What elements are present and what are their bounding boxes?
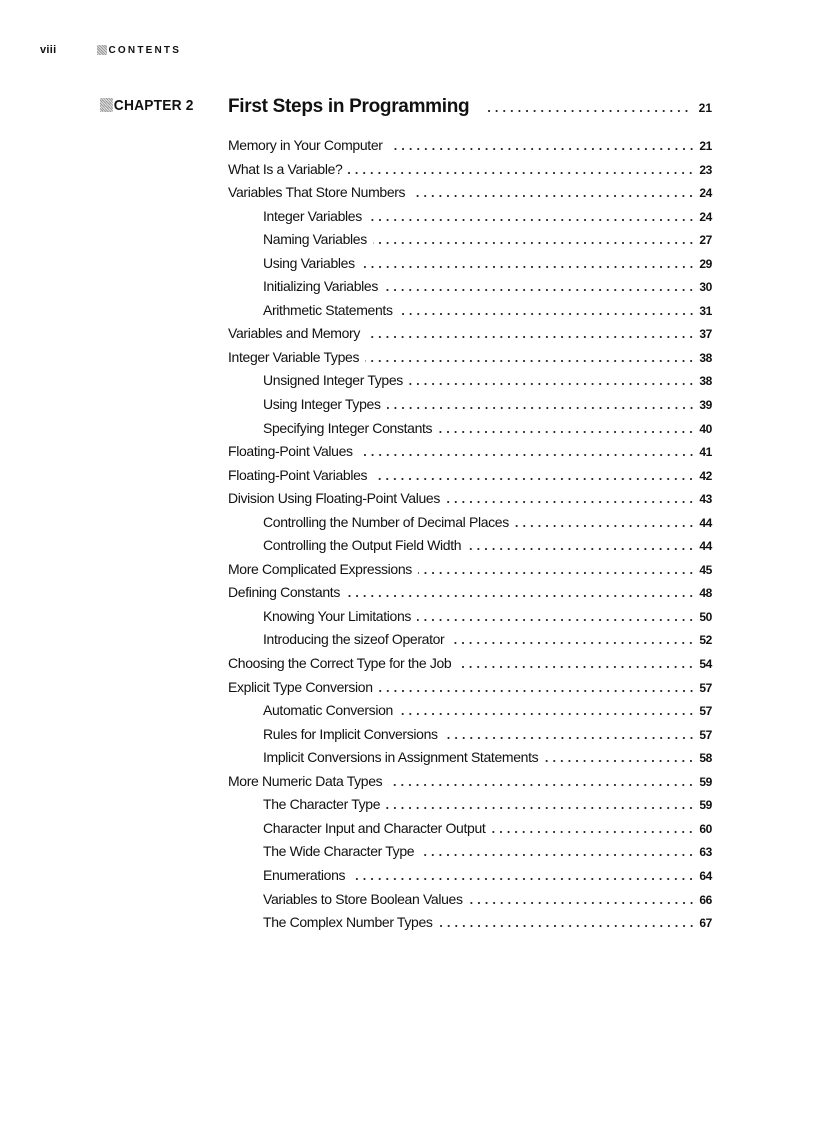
toc-entry [228, 560, 712, 584]
toc-entry [228, 678, 712, 702]
chapter-heading [100, 96, 712, 124]
dot-leader [379, 679, 695, 693]
toc-entry-title: The Character Type [263, 796, 381, 813]
dot-leader [366, 325, 695, 339]
toc-entry-page: 59 [699, 774, 712, 789]
dot-leader [361, 255, 695, 269]
dot-leader [438, 420, 695, 434]
toc-entry [228, 583, 712, 607]
toc-entry [228, 136, 712, 160]
toc-entry-page: 21 [699, 139, 712, 153]
toc-entry-page: 24 [699, 186, 712, 201]
chapter-label: CHAPTER 2 [113, 96, 194, 114]
toc-entry-page: 52 [699, 633, 712, 648]
toc-entry-page: 29 [699, 256, 712, 271]
toc-entry-title: Initializing Variables [263, 278, 378, 295]
chapter-page-number: 21 [698, 101, 712, 115]
toc-entry-title: Implicit Conversions in Assignment Statements [263, 749, 539, 766]
toc-entry [228, 277, 712, 301]
toc-entry-page: 50 [699, 609, 712, 624]
dot-leader [399, 702, 695, 716]
toc-entry-title: Enumerations [263, 866, 346, 883]
toc-entry-page: 39 [699, 398, 712, 413]
toc-entry [228, 230, 712, 254]
toc-entry-page: 57 [699, 704, 712, 719]
toc-entry [228, 254, 712, 278]
toc-entry [228, 748, 712, 772]
toc-entry [228, 795, 712, 819]
toc-entry-title: Using Variables [263, 254, 355, 271]
toc-entry-title: The Wide Character Type [263, 843, 415, 860]
dot-leader [446, 490, 695, 504]
toc-entry-page: 57 [699, 727, 712, 742]
toc-entry-page: 58 [699, 751, 712, 766]
toc-entry-page: 43 [699, 492, 712, 507]
dot-leader [515, 514, 695, 528]
toc-entry-page: 27 [699, 233, 712, 248]
toc-entry [228, 395, 712, 419]
toc-entry-title: Unsigned Integer Types [263, 372, 403, 389]
toc-entry-page: 30 [699, 280, 712, 295]
toc-entry-title: Variables That Store Numbers [228, 184, 406, 201]
dot-leader [418, 561, 695, 575]
toc-entry [228, 160, 712, 184]
toc-entry-title: Division Using Floating-Point Values [228, 490, 441, 507]
toc-entry-page: 57 [699, 680, 712, 695]
toc-entry-title: Memory in Your Computer [228, 137, 383, 153]
toc-entry-page: 38 [699, 374, 712, 389]
toc-entry [228, 913, 712, 937]
toc-entry [228, 607, 712, 631]
toc-entry-title: What Is a Variable? [228, 160, 343, 177]
toc-entry-title: Naming Variables [263, 231, 367, 248]
toc-entry [228, 772, 712, 796]
dot-leader [491, 820, 695, 834]
toc-entry-title: Choosing the Correct Type for the Job [228, 655, 452, 672]
hatch-ornament-icon [100, 98, 113, 112]
toc-entry-page: 63 [699, 845, 712, 860]
toc-entry-page: 41 [699, 445, 712, 460]
toc-entry [228, 466, 712, 490]
toc-entry-title: Arithmetic Statements [263, 301, 393, 318]
toc-entry [228, 630, 712, 654]
dot-leader [348, 161, 695, 175]
dot-leader [386, 796, 695, 810]
toc-entry [228, 701, 712, 725]
toc-entry-page: 45 [699, 562, 712, 577]
toc-entry-page: 66 [699, 892, 712, 907]
dot-leader [420, 843, 695, 857]
toc-entry [228, 207, 712, 231]
toc-entry [228, 301, 712, 325]
toc-entry-page: 48 [699, 586, 712, 601]
dot-leader [409, 372, 695, 386]
toc-entry-page: 37 [699, 327, 712, 342]
dot-leader [373, 231, 695, 245]
dot-leader [544, 749, 695, 763]
hatch-ornament-icon [97, 45, 107, 55]
dot-leader [399, 302, 695, 316]
toc-entry-page: 38 [699, 350, 712, 365]
toc-entry-title: Floating-Point Variables [228, 466, 368, 483]
chapter-label-block [100, 97, 218, 114]
toc-entry [228, 654, 712, 678]
dot-leader [384, 278, 695, 292]
toc-entry-page: 40 [699, 421, 712, 436]
toc-entry [228, 513, 712, 537]
toc-entry [228, 725, 712, 749]
toc-entry [228, 324, 712, 348]
toc-entry [228, 536, 712, 560]
dot-leader [373, 467, 695, 481]
toc-entry-title: Variables to Store Boolean Values [263, 890, 463, 907]
toc-entry-page: 67 [699, 916, 712, 931]
toc-entry-page: 59 [699, 798, 712, 813]
dot-leader [469, 891, 695, 905]
toc-entry [228, 442, 712, 466]
toc-entry-page: 24 [699, 209, 712, 224]
toc-entry-page: 54 [699, 657, 712, 672]
toc-entry [228, 489, 712, 513]
toc-entry-title: Explicit Type Conversion [228, 678, 373, 695]
toc-entry-title: Controlling the Output Field Width [263, 537, 462, 554]
dot-leader [457, 655, 695, 669]
dot-leader [450, 631, 695, 645]
toc-entry [228, 842, 712, 866]
dot-leader [389, 137, 695, 151]
dot-leader [388, 773, 695, 787]
toc-entry-title: Integer Variable Types [228, 348, 360, 365]
dot-leader [417, 608, 695, 622]
toc-entry-title: Controlling the Number of Decimal Places [263, 513, 509, 530]
page-header [40, 43, 181, 57]
toc-entry-title: Automatic Conversion [263, 702, 393, 719]
running-title: CONTENTS [108, 44, 182, 56]
toc-entry [228, 419, 712, 443]
dot-leader [359, 443, 695, 457]
toc-entry-page: 64 [699, 868, 712, 883]
toc-entry-page: 42 [699, 468, 712, 483]
toc-entry [228, 183, 712, 207]
toc-entry-title: Integer Variables [263, 207, 362, 224]
toc-entry-title: More Numeric Data Types [228, 772, 383, 789]
toc-entry-title: Rules for Implicit Conversions [263, 725, 438, 742]
toc-entry [228, 348, 712, 372]
toc-entry-title: The Complex Number Types [263, 914, 433, 931]
toc-entry-title: Specifying Integer Constants [263, 419, 433, 436]
dot-leader [483, 99, 690, 113]
chapter-title-line [228, 96, 712, 118]
toc-entry-title: Variables and Memory [228, 325, 361, 342]
dot-leader [444, 726, 695, 740]
toc-entry-page: 23 [699, 162, 712, 177]
toc-entry-page: 31 [699, 303, 712, 318]
dot-leader [411, 184, 695, 198]
toc-entry-title: Introducing the sizeof Operator [263, 631, 445, 648]
toc-entry-page: 44 [699, 515, 712, 530]
toc-entry-title: Using Integer Types [263, 396, 381, 413]
page-folio: viii [40, 44, 57, 56]
toc-entry-page: 44 [699, 539, 712, 554]
dot-leader [365, 349, 695, 363]
toc-entry-title: Knowing Your Limitations [263, 607, 412, 624]
chapter-title: First Steps in Programming [228, 96, 470, 117]
toc-entry [228, 819, 712, 843]
dot-leader [467, 537, 695, 551]
dot-leader [439, 914, 695, 928]
toc-entry-title: More Complicated Expressions [228, 560, 412, 577]
toc-entry-title: Defining Constants [228, 584, 340, 601]
toc-entry-title: Character Input and Character Output [263, 819, 486, 836]
toc-entry [228, 890, 712, 914]
toc-entry [228, 371, 712, 395]
dot-leader [346, 584, 695, 598]
dot-leader [351, 867, 695, 881]
toc-list [228, 136, 712, 937]
dot-leader [387, 396, 695, 410]
toc-entry [228, 866, 712, 890]
toc-entry-title: Floating-Point Values [228, 443, 353, 460]
toc-entry-page: 60 [699, 821, 712, 836]
dot-leader [368, 208, 695, 222]
